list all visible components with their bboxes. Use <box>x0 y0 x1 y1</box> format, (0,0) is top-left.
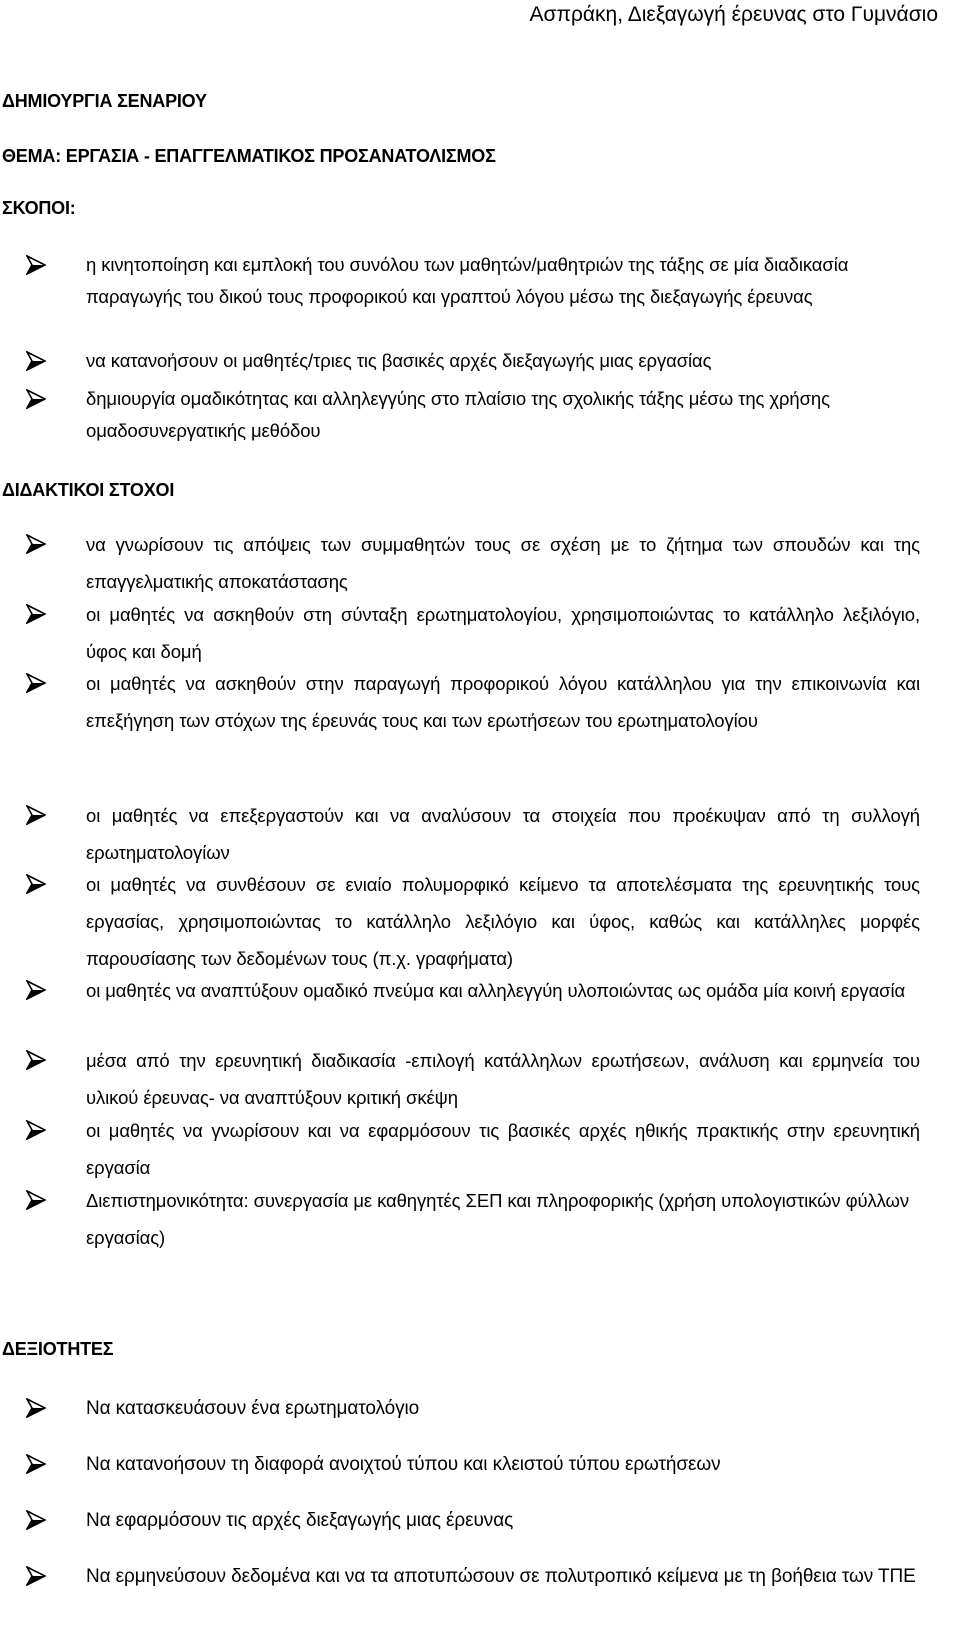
right-arrowhead-icon <box>26 1120 46 1142</box>
right-arrowhead-icon <box>26 1454 46 1476</box>
right-arrowhead-icon <box>26 1566 46 1588</box>
list-item-text: η κινητοποίηση και εμπλοκή του συνόλου των μαθητών/μαθητριών της τάξης σε μία διαδικασία παραγωγής του δικού τους προφορικού και γραπτού λόγου μέσω της διεξαγωγής έρευνας <box>86 254 849 307</box>
list-item-text: Διεπιστημονικότητα: συνεργασία με καθηγητές ΣΕΠ και πληροφορικής (χρήση υπολογιστικών φύλλων εργασίας) <box>86 1190 910 1248</box>
right-arrowhead-icon <box>26 673 46 695</box>
right-arrowhead-icon <box>26 874 46 896</box>
right-arrowhead-icon <box>26 1398 46 1420</box>
skills-title: ΔΕΞΙΟΤΗΤΕΣ <box>2 1339 114 1359</box>
list-item-text: οι μαθητές να ασκηθούν στην παραγωγή προφορικού λόγου κατάλληλου για την επικοινωνία και επεξήγηση των στόχων της έρευνάς τους και των ερωτήσεων του ερωτηματολογίου <box>86 673 920 731</box>
list-item-text: οι μαθητές να αναπτύξουν ομαδικό πνεύμα και αλληλεγγύη υλοποιώντας ως ομάδα μία κοινή εργασία <box>86 980 906 1001</box>
right-arrowhead-icon <box>26 1510 46 1532</box>
list-item-text: Να κατασκευάσουν ένα ερωτηματολόγιο <box>86 1398 420 1419</box>
list-item-text: οι μαθητές να επεξεργαστούν και να αναλύσουν τα στοιχεία που προέκυψαν από τη συλλογή ερωτηματολογίων <box>86 805 920 863</box>
list-item-text: δημιουργία ομαδικότητας και αλληλεγγύης στο πλαίσιο της σχολικής τάξης μέσω της χρήσης ομαδοσυνεργατικής μεθόδου <box>86 388 830 441</box>
right-arrowhead-icon <box>26 1050 46 1072</box>
list-item-text: οι μαθητές να ασκηθούν στη σύνταξη ερωτηματολογίου, χρησιμοποιώντας το κατάλληλο λεξιλόγιο, ύφος και δομή <box>86 604 920 662</box>
objectives-title: ΔΙΔΑΚΤΙΚΟΙ ΣΤΟΧΟΙ <box>2 480 175 500</box>
goals-title: ΣΚΟΠΟΙ: <box>2 198 76 218</box>
right-arrowhead-icon <box>26 805 46 827</box>
right-arrowhead-icon <box>26 389 46 411</box>
right-arrowhead-icon <box>26 980 46 1002</box>
scenario-title: ΔΗΜΙΟΥΡΓΙΑ ΣΕΝΑΡΙΟΥ <box>2 91 207 111</box>
right-arrowhead-icon <box>26 351 46 373</box>
right-arrowhead-icon <box>26 1190 46 1212</box>
right-arrowhead-icon <box>26 255 46 277</box>
list-item-text: οι μαθητές να γνωρίσουν και να εφαρμόσουν τις βασικές αρχές ηθικής πρακτικής στην ερευνητική εργασία <box>86 1120 920 1178</box>
page-header: Ασπράκη, Διεξαγωγή έρευνας στο Γυμνάσιο <box>529 3 938 26</box>
list-item-text: Να εφαρμόσουν τις αρχές διεξαγωγής μιας έρευνας <box>86 1510 514 1531</box>
list-item-text: να γνωρίσουν τις απόψεις των συμμαθητών τους σε σχέση με το ζήτημα των σπουδών και της επαγγελματικής αποκατάστασης <box>86 534 920 592</box>
list-item-text: μέσα από την ερευνητική διαδικασία -επιλογή κατάλληλων ερωτήσεων, ανάλυση και ερμηνεία του υλικού έρευνας- να αναπτύξουν κριτική σκέψη <box>86 1050 920 1108</box>
topic-title: ΘΕΜΑ: ΕΡΓΑΣΙΑ - ΕΠΑΓΓΕΛΜΑΤΙΚΟΣ ΠΡΟΣΑΝΑΤΟΛΙΣΜΟΣ <box>2 146 496 166</box>
list-item-text: Να ερμηνεύσουν δεδομένα και να τα αποτυπώσουν σε πολυτροπικό κείμενα με τη βοήθεια των ΤΠΕ <box>86 1566 916 1587</box>
list-item-text: Να κατανοήσουν τη διαφορά ανοιχτού τύπου και κλειστού τύπου ερωτήσεων <box>86 1454 721 1475</box>
right-arrowhead-icon <box>26 604 46 626</box>
list-item-text: οι μαθητές να συνθέσουν σε ενιαίο πολυμορφικό κείμενο τα αποτελέσματα της ερευνητικής τους εργασίας, χρησιμοποιώντας το κατάλληλο λεξιλόγιο και ύφος, καθώς και κατάλληλες μορφές παρουσίασης των δεδομένων τους (π.χ. γραφήματα) <box>86 874 920 969</box>
right-arrowhead-icon <box>26 534 46 556</box>
list-item-text: να κατανοήσουν οι μαθητές/τριες τις βασικές αρχές διεξαγωγής μιας εργασίας <box>86 350 712 371</box>
